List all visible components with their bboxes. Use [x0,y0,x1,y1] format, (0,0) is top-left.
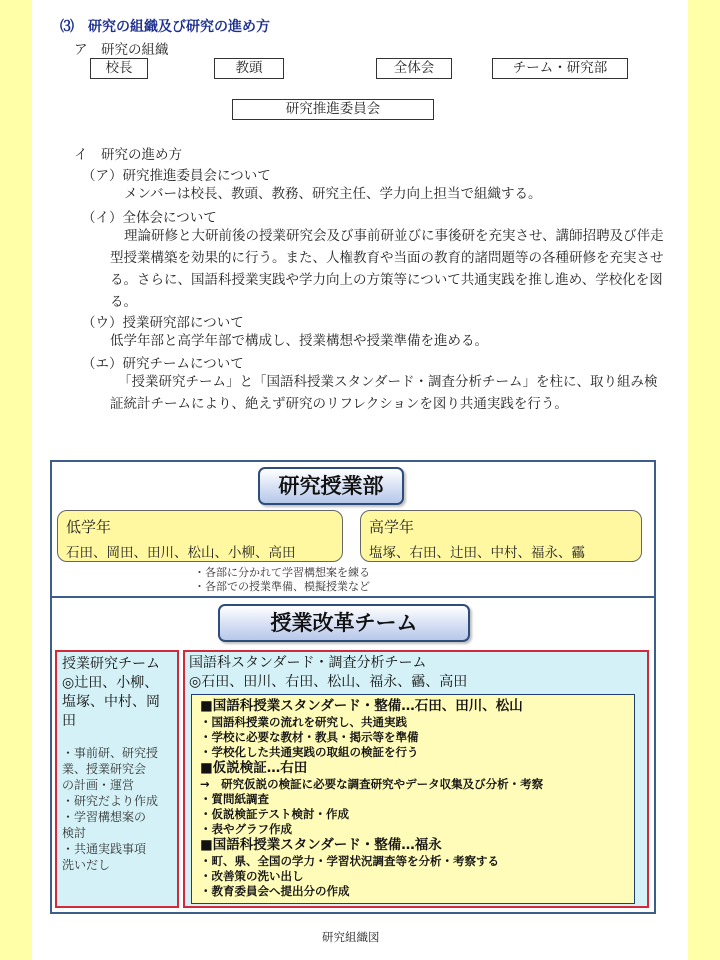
vice-principal-box: 教頭 [214,58,284,79]
item-e-label: （エ）研究チームについて [82,356,244,372]
kokugo-line-12: ・改善策の洗い出し [200,869,304,883]
lesson-team-members-1: ◎辻田、小柳、 [62,675,159,691]
low-grade-box [57,510,343,562]
item-a-label: （ア）研究推進委員会について [82,168,271,184]
lesson-task-1: ・事前研、研究授 [62,746,159,760]
low-grade-title: 低学年 [66,518,112,536]
principal-box: 校長 [90,58,148,79]
kokugo-line-10: ■国語科授業スタンダード・整備…福永 [200,837,442,853]
committee-box: 研究推進委員会 [232,99,434,120]
kokugo-line-5: ■仮説検証…右田 [200,760,308,776]
figure-caption: 研究組織図 [322,930,380,944]
low-grade-members: 石田、岡田、田川、松山、小柳、高田 [66,545,296,561]
kokugo-task-box [191,694,635,904]
lesson-task-6: 検討 [62,826,87,840]
lesson-task-5: ・学習構想案の [62,810,147,824]
kokugo-line-11: ・町、県、全国の学力・学習状況調査等を分析・考察する [200,854,499,868]
high-grade-title: 高学年 [369,518,415,536]
item-u-text: 低学年部と高学年部で構成し、授業構想や授業準備を進める。 [110,333,488,349]
kokugo-team-box [183,650,649,908]
high-grade-box [360,510,642,562]
kokugo-line-9: ・表やグラフ作成 [200,822,292,836]
org-label: ア 研究の組織 [74,42,169,58]
lesson-task-7: ・共通実践事項 [62,842,147,856]
kokugo-line-3: ・学校に必要な教材・教具・掲示等を準備 [200,730,419,744]
kokugo-team-members: ◎石田、田川、右田、松山、福永、靏、高田 [189,674,468,690]
lesson-task-4: ・研究だより作成 [62,794,159,808]
item-u-label: （ウ）授業研究部について [82,315,244,331]
reform-team-title: 授業改革チーム [218,604,470,642]
document-page [32,0,688,960]
research-dept-title: 研究授業部 [258,467,404,505]
lesson-task-2: 業、授業研究会 [62,762,147,776]
item-i-label: （イ）全体会について [82,210,217,226]
kokugo-line-13: ・教育委員会へ提出分の作成 [200,884,350,898]
kokugo-line-4: ・学校化した共通実践の取組の検証を行う [200,745,419,759]
kokugo-team-title: 国語科スタンダード・調査分析チーム [189,655,427,671]
item-e-text: 「授業研究チーム」と「国語科授業スタンダード・調査分析チーム」を柱に、取り組み検証統計チームにより、絶えず研究のリフレクションを図り共通実践を行う。 [110,374,658,412]
kokugo-line-2: ・国語科授業の流れを研究し、共通実践 [200,715,407,729]
lesson-team-box [55,650,179,908]
diagram-divider [52,596,654,598]
item-i-text: 理論研修と大研前後の授業研究会及び事前研並びに事後研を充実させ、講師招聘及び伴走型授業構築を効果的に行う。また、人権教育や当面の教育的諸問題等の各種研修を充実させる。さらに、国語科授業実践や学力向上の方策等について共通実践を推し進め、学校化を図る。 [110,228,664,310]
dept-note-1: ・各部に分かれて学習構想案を練る [194,566,370,579]
general-meeting-box: 全体会 [376,58,452,79]
lesson-task-8: 洗いだし [62,858,111,872]
section-heading: ⑶ 研究の組織及び研究の進め方 [60,19,270,35]
process-label: イ 研究の進め方 [74,147,182,163]
item-a-text: メンバーは校長、教頭、教務、研究主任、学力向上担当で組織する。 [124,186,542,202]
team-dept-box: チーム・研究部 [492,58,628,79]
lesson-team-members-2: 塩塚、中村、岡田 [62,694,160,729]
kokugo-line-8: ・仮説検証テスト検討・作成 [200,807,350,821]
org-diagram [50,460,656,914]
lesson-team-title: 授業研究チーム [62,656,160,672]
kokugo-line-7: ・質問紙調査 [200,792,269,806]
lesson-task-3: の計画・運営 [62,778,135,792]
kokugo-line-6: → 研究仮説の検証に必要な調査研究やデータ収集及び分析・考察 [200,777,544,791]
kokugo-line-1: ■国語科授業スタンダード・整備…石田、田川、松山 [200,698,523,714]
dept-note-2: ・各部での授業準備、模擬授業など [194,580,370,593]
high-grade-members: 塩塚、右田、辻田、中村、福永、靏 [369,545,585,561]
